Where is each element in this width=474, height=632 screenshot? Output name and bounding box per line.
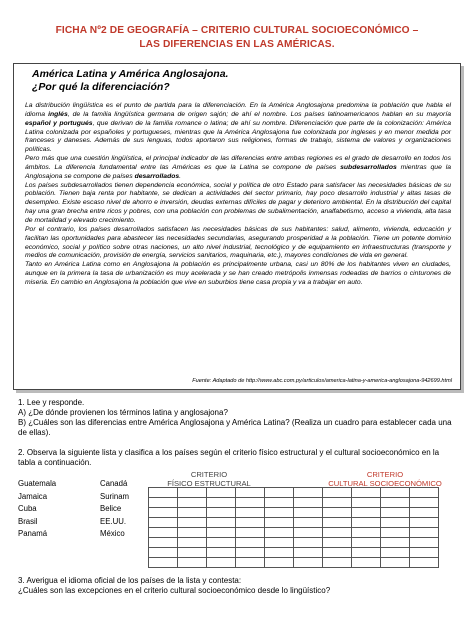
answer-cell[interactable] [352,498,381,508]
answer-cell[interactable] [381,508,410,518]
answer-cell[interactable] [265,558,294,568]
bold-term: subdesarrollados [340,163,397,171]
answer-cell[interactable] [207,498,236,508]
answer-cell[interactable] [294,518,323,528]
question-1-title: 1. Lee y responde. [18,398,85,407]
country-name: Brasil [18,516,38,526]
reading-body [25,102,451,288]
answer-cell[interactable] [294,488,323,498]
answer-cell[interactable] [352,528,381,538]
country-name: Belice [100,504,122,514]
list-item [18,478,129,491]
column-header-cultural [320,470,450,488]
answer-cell[interactable] [352,558,381,568]
question-1a: A) ¿De dónde provienen los términos latina y anglosajona? [18,408,228,417]
answer-cell[interactable] [178,548,207,558]
answer-cell[interactable] [410,518,439,528]
answer-cell[interactable] [381,488,410,498]
column-header-line: CRITERIO [366,470,404,479]
answer-cell[interactable] [236,528,265,538]
answer-cell[interactable] [323,548,352,558]
answer-cell[interactable] [178,488,207,498]
answer-cell[interactable] [265,518,294,528]
answer-cell[interactable] [207,548,236,558]
answer-cell[interactable] [236,548,265,558]
column-header-line: CULTURAL SOCIOECONÓMICO [328,479,442,488]
worksheet-title-line1: FICHA Nº2 DE GEOGRAFÍA – CRITERIO CULTURAL SOCIOECONÓMICO – [55,25,419,36]
text-run: mientras que la Anglosajona se compone de países [25,163,452,180]
answer-cell[interactable] [207,558,236,568]
answer-cell[interactable] [352,508,381,518]
worksheet-title-line2: LAS DIFERENCIAS EN LAS AMÉRICAS. [139,39,335,50]
answer-cell[interactable] [236,498,265,508]
answer-cell[interactable] [149,558,178,568]
answer-cell[interactable] [149,548,178,558]
answer-cell[interactable] [178,518,207,528]
country-name: Panamá [18,529,48,539]
answer-cell[interactable] [236,538,265,548]
bold-term: español y portugués [25,119,93,127]
list-item [18,516,129,529]
answer-cell[interactable] [294,548,323,558]
answer-cell[interactable] [265,498,294,508]
answer-cell[interactable] [294,498,323,508]
source-citation: Fuente: Adaptado de http://www.abc.com.py/articulos/america-latina-y-america-anglosajona-942699.html [192,378,452,384]
answer-cell[interactable] [352,518,381,528]
answer-cell[interactable] [265,508,294,518]
answer-cell[interactable] [294,508,323,518]
reading-heading [32,68,228,94]
table-row [149,518,439,528]
country-name: Jamaica [18,491,48,501]
classification-table [148,487,439,568]
bold-term: inglés [48,110,68,118]
answer-cell[interactable] [149,518,178,528]
answer-cell[interactable] [236,518,265,528]
answer-cell[interactable] [265,538,294,548]
answer-cell[interactable] [207,528,236,538]
paragraph-3: Los países subdesarrollados tienen dependencia económica, social y política de otro Estado para satisfacer las necesidades básicas de su población. Tienen baja renta por habitante, se dedican a actividades del sector primario, hay poco desarrollo industrial y altas tasas de desempleo. Existe escaso nivel de ahorro e inversión, deudas externas difíciles de pagar y deterioro ambiental. En la distribución del capital hay una gran brecha entre ricos y pobres, con una población con problemas de subalimentación, analfabetismo, acceso a vivienda, alta tasa de mortalidad y elevado crecimiento. [25,181,451,224]
reading-heading-line2: ¿Por qué la diferenciación? [32,81,170,93]
answer-cell[interactable] [294,558,323,568]
country-name: México [100,529,125,539]
answer-cell[interactable] [207,518,236,528]
answer-cell[interactable] [178,528,207,538]
answer-cell[interactable] [352,488,381,498]
text-run: , de la familia lingüística germana de origen sajón; de ahí el nombre. Los países latinoamericanos hablan en su mayoría [67,110,451,118]
answer-cell[interactable] [410,528,439,538]
question-3-title: 3. Averigua el idioma oficial de los países de la lista y contesta: [18,576,242,585]
text-run: , que derivan de la familia romance o latina; de ahí su nombre. Diferenciación que parte de la colonización: América Latina colonizada por españoles y portugueses, mientras que la América Anglosajona fue colonizada por ingleses y en menor medida por franceses y daneses. Además de sus lenguas, todos aportaron sus religiones, formas de trabajo, sistema de valores y organizaciones políticas. [25,119,451,154]
answer-cell[interactable] [410,488,439,498]
answer-cell[interactable] [265,548,294,558]
answer-cell[interactable] [381,498,410,508]
question-3 [18,576,458,596]
answer-cell[interactable] [149,508,178,518]
answer-cell[interactable] [410,538,439,548]
country-list [18,478,129,541]
country-name: Guatemala [18,479,57,488]
bold-term: desarrollados [134,172,180,180]
answer-cell[interactable] [323,498,352,508]
answer-cell[interactable] [410,548,439,558]
reading-heading-line1: América Latina y América Anglosajona. [32,68,229,80]
country-name: Canadá [100,479,128,488]
answer-cell[interactable] [381,548,410,558]
answer-cell[interactable] [178,508,207,518]
table-row [149,558,439,568]
table-row [149,488,439,498]
reading-box [13,63,461,390]
table-row [149,508,439,518]
table-row [149,538,439,548]
answer-cell[interactable] [207,488,236,498]
question-3-text: ¿Cuáles son las excepciones en el criterio cultural socioeconómico desde lo lingüístico? [18,586,331,595]
column-header-physical [150,470,268,488]
answer-cell[interactable] [236,488,265,498]
answer-cell[interactable] [323,538,352,548]
list-item [18,503,129,516]
country-name: Cuba [18,504,37,514]
answer-cell[interactable] [178,538,207,548]
table-row [149,498,439,508]
column-header-line: FÍSICO ESTRUCTURAL [167,479,251,488]
list-item [18,528,129,541]
text-run: . [179,172,182,180]
paragraph-5: Tanto en América Latina como en Anglosajona la población es principalmente urbana, casi un 80% de los habitantes viven en ciudades, aunque en la primera la tasa de urbanización es muy acelerada y se han creado metrópolis inmensas rodeadas de barrios o cinturones de miseria. En cambio en Anglosajona la población que vive en suburbios tiene casa propia y va a trabajar en auto. [25,261,451,286]
answer-cell[interactable] [294,528,323,538]
answer-cell[interactable] [381,538,410,548]
table-row [149,528,439,538]
answer-cell[interactable] [149,528,178,538]
answer-cell[interactable] [294,538,323,548]
answer-cell[interactable] [381,518,410,528]
answer-cell[interactable] [236,558,265,568]
list-item [18,491,129,504]
answer-cell[interactable] [410,558,439,568]
answer-cell[interactable] [178,558,207,568]
text-run: La distribución lingüística es el punto de partida para la diferenciación. En la América Anglosajona predomina la población que habla el idioma [25,102,451,118]
question-1b: B) ¿Cuáles son las diferencias entre América Anglosajona y América Latina? (Realiza un cuadro para establecer cada una de ellas). [18,418,452,437]
question-1 [18,398,458,438]
answer-cell[interactable] [381,528,410,538]
country-name: Surinam [100,491,130,501]
answer-cell[interactable] [323,518,352,528]
paragraph-1 [25,102,451,155]
answer-cell[interactable] [352,548,381,558]
text-run: Pero más que una cuestión lingüística, el principal indicador de las diferencias entre ambas regiones es el grado de desarrollo en todos los ámbitos. La diferencia fundamental entre las Américas es que la Latina se compone de países [25,155,451,171]
question-2: 2. Observa la siguiente lista y clasifica a los países según el criterio físico estructural y el cultural socioeconómico en la tabla a continuación. [18,448,440,467]
answer-cell[interactable] [352,538,381,548]
answer-cell[interactable] [178,498,207,508]
answer-cell[interactable] [207,538,236,548]
answer-cell[interactable] [323,488,352,498]
country-name: EE.UU. [100,516,126,526]
answer-cell[interactable] [149,538,178,548]
answer-cell[interactable] [323,508,352,518]
answer-cell[interactable] [149,498,178,508]
paragraph-4: Por el contrario, los países desarrollados satisfacen las necesidades básicas de sus habitantes: salud, alimento, vivienda, educación y facilitan las oportunidades para abastecer las necesidades secundarias, asegurando prosperidad a la población. Tiene un potente dominio económico, social y político sobre otras naciones, un alto nivel industrial, tecnológico y de equipamiento en infraestructuras (transporte y medios de comunicación, provisión de energía, servicios sanitarios, maquinaria, etc.), mayores condiciones de vida en general. [25,225,451,260]
answer-cell[interactable] [323,528,352,538]
answer-cell[interactable] [323,558,352,568]
table-row [149,548,439,558]
answer-cell[interactable] [149,488,178,498]
answer-cell[interactable] [265,528,294,538]
column-header-line: CRITERIO [190,470,228,479]
answer-cell[interactable] [207,508,236,518]
answer-cell[interactable] [410,498,439,508]
answer-cell[interactable] [381,558,410,568]
paragraph-2 [25,155,451,182]
answer-cell[interactable] [265,488,294,498]
answer-cell[interactable] [410,508,439,518]
answer-cell[interactable] [236,508,265,518]
